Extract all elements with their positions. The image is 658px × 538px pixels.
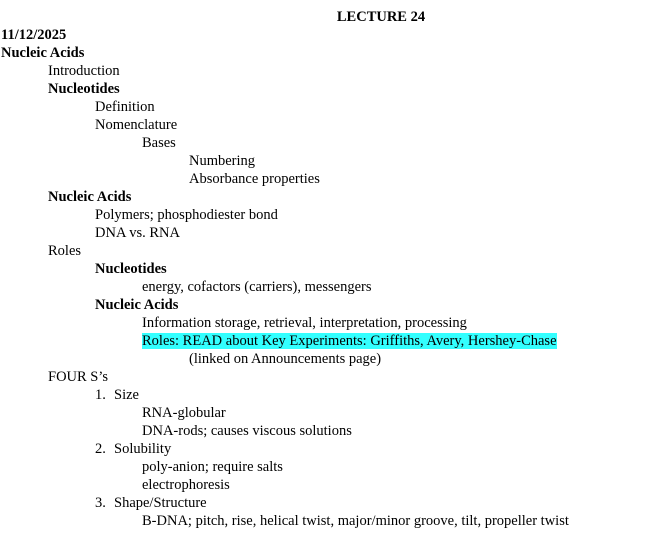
outline-item-dna-vs-rna: DNA vs. RNA bbox=[95, 225, 180, 241]
outline-numbered-item-solubility bbox=[95, 440, 171, 458]
lecture-title: LECTURE 24 bbox=[336, 9, 426, 25]
outline-heading-nucleotides: Nucleotides bbox=[48, 81, 120, 97]
outline-item-dna-rods: DNA-rods; causes viscous solutions bbox=[142, 423, 352, 439]
outline-topic-nucleic-acids: Nucleic Acids bbox=[1, 45, 85, 61]
item-number: 1. bbox=[95, 387, 106, 403]
outline-item-polymers: Polymers; phosphodiester bond bbox=[95, 207, 278, 223]
outline-item-definition: Definition bbox=[95, 99, 155, 115]
outline-heading-nucleic-acids: Nucleic Acids bbox=[48, 189, 132, 205]
item-text: Solubility bbox=[114, 441, 172, 457]
outline-item-four-s: FOUR S’s bbox=[48, 369, 109, 385]
outline-item-read-key-experiments bbox=[142, 332, 557, 350]
outline-item-b-dna: B-DNA; pitch, rise, helical twist, major/minor groove, tilt, propeller twist bbox=[142, 513, 569, 529]
outline-item-roles: Roles bbox=[48, 243, 82, 259]
outline-numbered-item-size bbox=[95, 386, 139, 404]
outline-item-rna-globular: RNA-globular bbox=[142, 405, 226, 421]
outline-item-energy: energy, cofactors (carriers), messengers bbox=[142, 279, 372, 295]
outline-item-information-storage: Information storage, retrieval, interpretation, processing bbox=[142, 315, 467, 331]
item-number: 3. bbox=[95, 495, 106, 511]
highlighted-text: Roles: READ about Key Experiments: Griffiths, Avery, Hershey-Chase bbox=[142, 333, 557, 349]
outline-item-absorbance: Absorbance properties bbox=[189, 171, 320, 187]
outline-numbered-item-shape-structure bbox=[95, 494, 207, 512]
outline-item-poly-anion: poly-anion; require salts bbox=[142, 459, 283, 475]
outline-item-bases: Bases bbox=[142, 135, 176, 151]
outline-item-electrophoresis: electrophoresis bbox=[142, 477, 230, 493]
outline-item-nomenclature: Nomenclature bbox=[95, 117, 178, 133]
lecture-date: 11/12/2025 bbox=[1, 27, 67, 43]
outline-heading-roles-nucleotides: Nucleotides bbox=[95, 261, 167, 277]
item-number: 2. bbox=[95, 441, 106, 457]
outline-item-introduction: Introduction bbox=[48, 63, 120, 79]
item-text: Size bbox=[114, 387, 139, 403]
outline-heading-roles-nucleic-acids: Nucleic Acids bbox=[95, 297, 179, 313]
item-text: Shape/Structure bbox=[114, 495, 207, 511]
outline-item-linked-announcements: (linked on Announcements page) bbox=[189, 351, 382, 367]
outline-item-numbering: Numbering bbox=[189, 153, 256, 169]
